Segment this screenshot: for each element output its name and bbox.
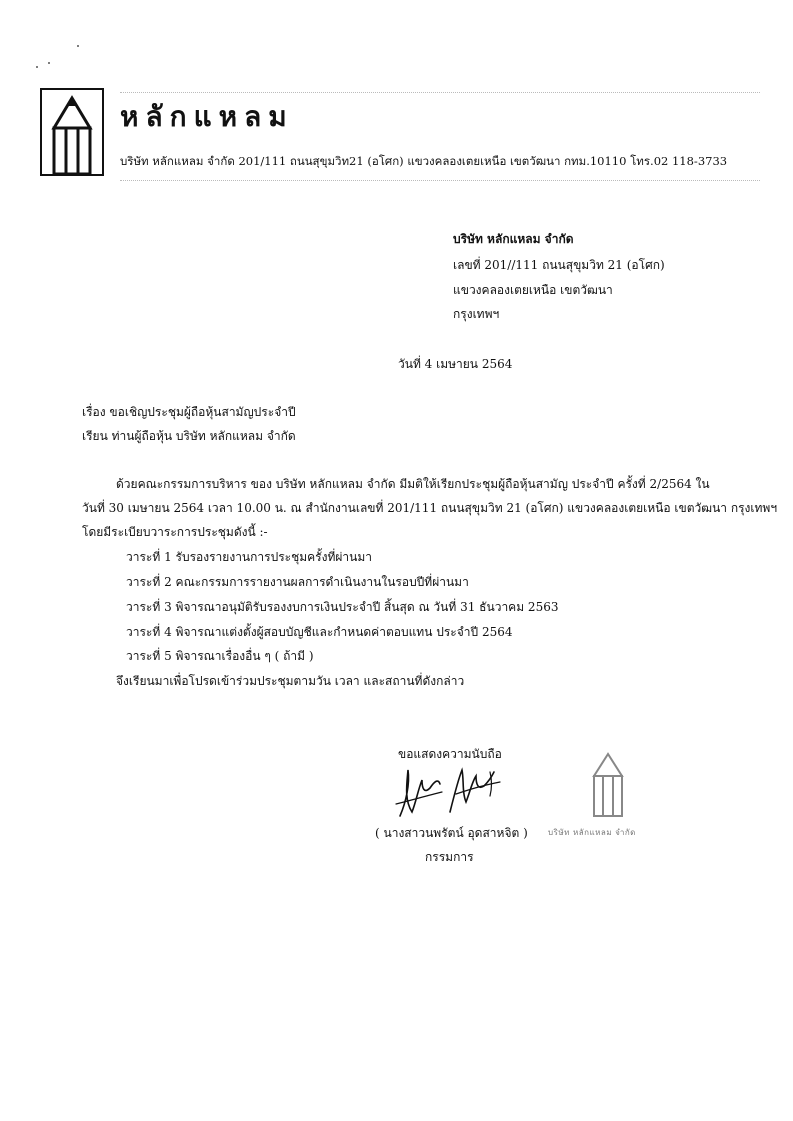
signer-position: กรรมการ <box>425 850 474 864</box>
signer-name: ( นางสาวนพรัตน์ อุดสาหจิต ) <box>375 826 528 840</box>
agenda-item-5: วาระที่ 5 พิจารณาเรื่องอื่น ๆ ( ถ้ามี ) <box>126 649 314 663</box>
letter-subject: เรื่อง ขอเชิญประชุมผู้ถือหุ้นสามัญประจำปี <box>82 405 296 419</box>
letter-recipient: เรียน ท่านผู้ถือหุ้น บริษัท หลักแหลม จำกัด <box>82 429 296 443</box>
scan-speck <box>36 66 38 68</box>
invitation-line: จึงเรียนมาเพื่อโปรดเข้าร่วมประชุมตามวัน เวลา และสถานที่ดังกล่าว <box>116 674 465 688</box>
letterhead-address: บริษัท หลักแหลม จำกัด 201/111 ถนนสุขุมวิท21 (อโศก) แขวงคลองเตยเหนือ เขตวัฒนา กทม.10110 โทร.02 118-3733 <box>120 154 728 168</box>
handwritten-signature <box>392 762 512 824</box>
scan-speck <box>77 45 79 47</box>
sender-address-line-3: กรุงเทพฯ <box>453 307 500 321</box>
body-line-3: โดยมีระเบียบวาระการประชุมดังนี้ :- <box>82 525 268 539</box>
body-line-2: วันที่ 30 เมษายน 2564 เวลา 10.00 น. ณ สำนักงานเลขที่ 201/111 ถนนสุขุมวิท 21 (อโศก) แขวงคลองเตยเหนือ เขตวัฒนา กรุงเทพฯ <box>82 501 778 515</box>
letterhead-rule-bottom <box>120 180 760 181</box>
agenda-item-1: วาระที่ 1 รับรองรายงานการประชุมครั้งที่ผ่านมา <box>126 550 373 564</box>
agenda-item-3: วาระที่ 3 พิจารณาอนุมัติรับรองงบการเงินประจำปี สิ้นสุด ณ วันที่ 31 ธันวาคม 2563 <box>126 600 559 614</box>
company-name: หลักแหลม <box>120 100 294 133</box>
body-line-1: ด้วยคณะกรรมการบริหาร ของ บริษัท หลักแหลม จำกัด มีมติให้เรียกประชุมผู้ถือหุ้นสามัญ ประจำปี ครั้งที่ 2/2564 ใน <box>116 477 710 491</box>
letter-date: วันที่ 4 เมษายน 2564 <box>398 357 513 371</box>
company-logo-pencil-icon <box>40 88 104 176</box>
company-stamp-icon <box>578 750 638 820</box>
agenda-item-2: วาระที่ 2 คณะกรรมการรายงานผลการดำเนินงานในรอบปีที่ผ่านมา <box>126 575 469 589</box>
company-stamp-text: บริษัท หลักแหลม จำกัด <box>548 828 636 837</box>
sender-address-line-1: เลขที่ 201//111 ถนนสุขุมวิท 21 (อโศก) <box>453 258 665 272</box>
closing-phrase: ขอแสดงความนับถือ <box>398 747 502 761</box>
sender-address-line-2: แขวงคลองเตยเหนือ เขตวัฒนา <box>453 283 613 297</box>
letterhead-rule-top <box>120 92 760 93</box>
sender-company: บริษัท หลักแหลม จำกัด <box>453 232 574 246</box>
agenda-item-4: วาระที่ 4 พิจารณาแต่งตั้งผู้สอบบัญชีและกำหนดค่าตอบแทน ประจำปี 2564 <box>126 625 513 639</box>
scan-speck <box>48 62 50 64</box>
